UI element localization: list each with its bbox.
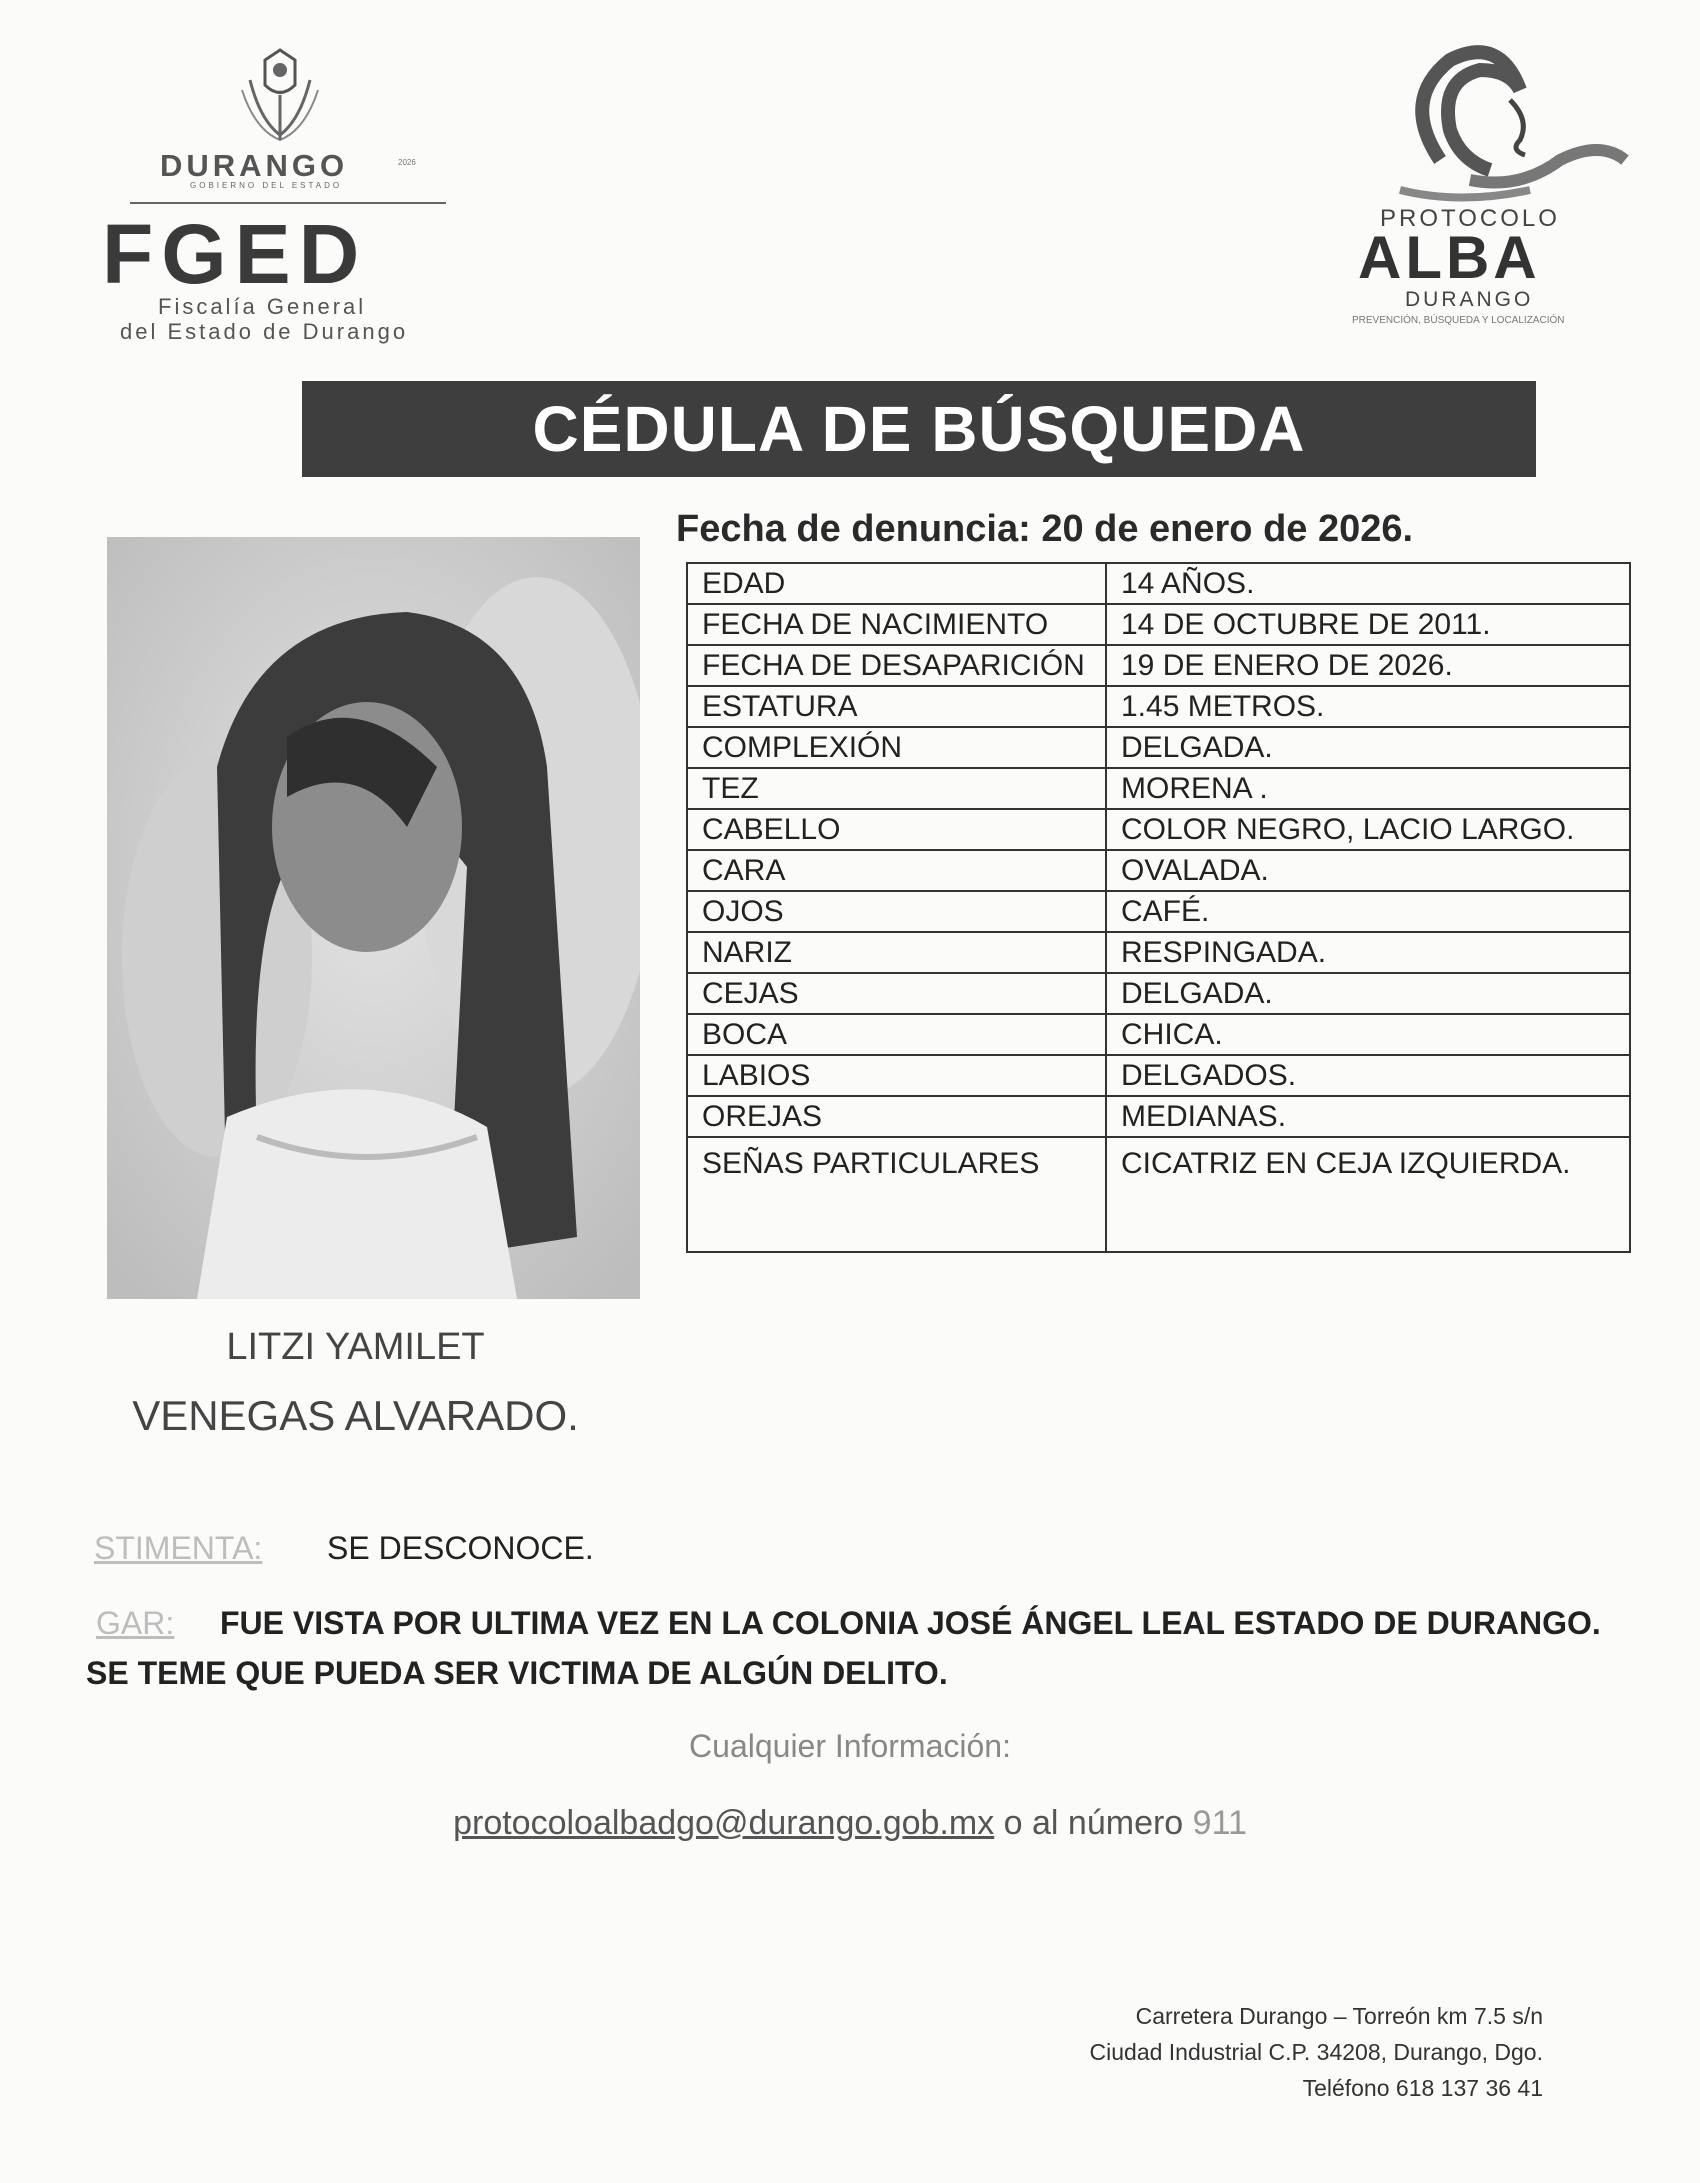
person-first-names: LITZI YAMILET xyxy=(226,1326,485,1368)
detail-label: NARIZ xyxy=(687,932,1106,973)
agency-name-line-2: del Estado de Durango xyxy=(120,319,409,344)
place-value: FUE VISTA POR ULTIMA VEZ EN LA COLONIA JOSÉ ÁNGEL LEAL ESTADO DE DURANGO. xyxy=(220,1605,1601,1641)
office-address xyxy=(1090,1998,1543,2106)
detail-value: 19 DE ENERO DE 2026. xyxy=(1106,645,1630,686)
person-details-table xyxy=(686,562,1631,1253)
fged-logo xyxy=(102,40,450,350)
contact-email-link[interactable]: protocoloalbadgo@durango.gob.mx xyxy=(453,1804,995,1842)
detail-value: DELGADA. xyxy=(1106,727,1630,768)
detail-value: 14 AÑOS. xyxy=(1106,563,1630,604)
person-last-names: VENEGAS ALVARADO. xyxy=(132,1392,579,1439)
detail-label: CEJAS xyxy=(687,973,1106,1014)
table-row xyxy=(687,1137,1630,1252)
detail-label: FECHA DE DESAPARICIÓN xyxy=(687,645,1106,686)
address-line-1: Carretera Durango – Torreón km 7.5 s/n xyxy=(1135,2003,1543,2029)
agency-acronym: FGED xyxy=(102,207,368,301)
page-title: CÉDULA DE BÚSQUEDA xyxy=(302,381,1536,477)
table-row xyxy=(687,973,1630,1014)
risk-note: SE TEME QUE PUEDA SER VICTIMA DE ALGÚN DELITO. xyxy=(86,1655,948,1691)
table-row xyxy=(687,768,1630,809)
detail-value: 1.45 METROS. xyxy=(1106,686,1630,727)
detail-label: CARA xyxy=(687,850,1106,891)
contact-heading: Cualquier Información: xyxy=(689,1728,1011,1764)
table-row xyxy=(687,686,1630,727)
detail-value: OVALADA. xyxy=(1106,850,1630,891)
report-date-label: Fecha de denuncia: xyxy=(676,508,1031,550)
address-line-3: Teléfono 618 137 36 41 xyxy=(1302,2075,1543,2101)
state-name: DURANGO xyxy=(160,148,349,183)
protocol-name: ALBA xyxy=(1358,224,1541,291)
detail-label: FECHA DE NACIMIENTO xyxy=(687,604,1106,645)
detail-label: ESTATURA xyxy=(687,686,1106,727)
detail-label: LABIOS xyxy=(687,1055,1106,1096)
contact-phone-number: 911 xyxy=(1192,1804,1247,1842)
clothing-value: SE DESCONOCE. xyxy=(327,1530,594,1566)
place-label: GAR: xyxy=(96,1605,175,1641)
missing-person-photo xyxy=(107,537,640,1299)
table-row xyxy=(687,891,1630,932)
detail-value: CAFÉ. xyxy=(1106,891,1630,932)
detail-value: CICATRIZ EN CEJA IZQUIERDA. xyxy=(1106,1137,1630,1252)
logo-divider xyxy=(130,202,446,204)
report-date-value: 20 de enero de 2026. xyxy=(1041,508,1414,550)
detail-value: MORENA . xyxy=(1106,768,1630,809)
detail-value: MEDIANAS. xyxy=(1106,1096,1630,1137)
agency-name-line-1: Fiscalía General xyxy=(158,294,367,319)
detail-value: RESPINGADA. xyxy=(1106,932,1630,973)
detail-label: TEZ xyxy=(687,768,1106,809)
address-line-2: Ciudad Industrial C.P. 34208, Durango, Dgo. xyxy=(1089,2039,1543,2065)
table-row xyxy=(687,604,1630,645)
detail-label: OJOS xyxy=(687,891,1106,932)
detail-value: DELGADA. xyxy=(1106,973,1630,1014)
contact-line xyxy=(0,1804,1700,1843)
detail-value: CHICA. xyxy=(1106,1014,1630,1055)
table-row xyxy=(687,1055,1630,1096)
detail-value: COLOR NEGRO, LACIO LARGO. xyxy=(1106,809,1630,850)
detail-label: CABELLO xyxy=(687,809,1106,850)
report-date-line xyxy=(676,508,1413,551)
detail-label: SEÑAS PARTICULARES xyxy=(687,1137,1106,1252)
table-row xyxy=(687,563,1630,604)
table-row xyxy=(687,809,1630,850)
state-seal-icon xyxy=(220,40,340,150)
table-row xyxy=(687,727,1630,768)
contact-connector: o al número xyxy=(1003,1804,1184,1842)
table-row xyxy=(687,1014,1630,1055)
detail-value: 14 DE OCTUBRE DE 2011. xyxy=(1106,604,1630,645)
state-year: 2026 xyxy=(398,158,416,167)
protocol-region: DURANGO xyxy=(1405,288,1534,311)
detail-label: COMPLEXIÓN xyxy=(687,727,1106,768)
detail-value: DELGADOS. xyxy=(1106,1055,1630,1096)
detail-label: EDAD xyxy=(687,563,1106,604)
table-row xyxy=(687,850,1630,891)
protocol-label: PROTOCOLO xyxy=(1380,205,1560,232)
state-subtitle: GOBIERNO DEL ESTADO xyxy=(190,181,343,190)
protocol-tagline: PREVENCIÓN, BÚSQUEDA Y LOCALIZACIÓN xyxy=(1352,315,1565,326)
detail-label: BOCA xyxy=(687,1014,1106,1055)
woman-profile-icon xyxy=(1360,40,1630,210)
alba-logo xyxy=(1340,30,1640,340)
table-row xyxy=(687,1096,1630,1137)
table-row xyxy=(687,932,1630,973)
clothing-label: STIMENTA: xyxy=(94,1530,263,1566)
table-row xyxy=(687,645,1630,686)
detail-label: OREJAS xyxy=(687,1096,1106,1137)
